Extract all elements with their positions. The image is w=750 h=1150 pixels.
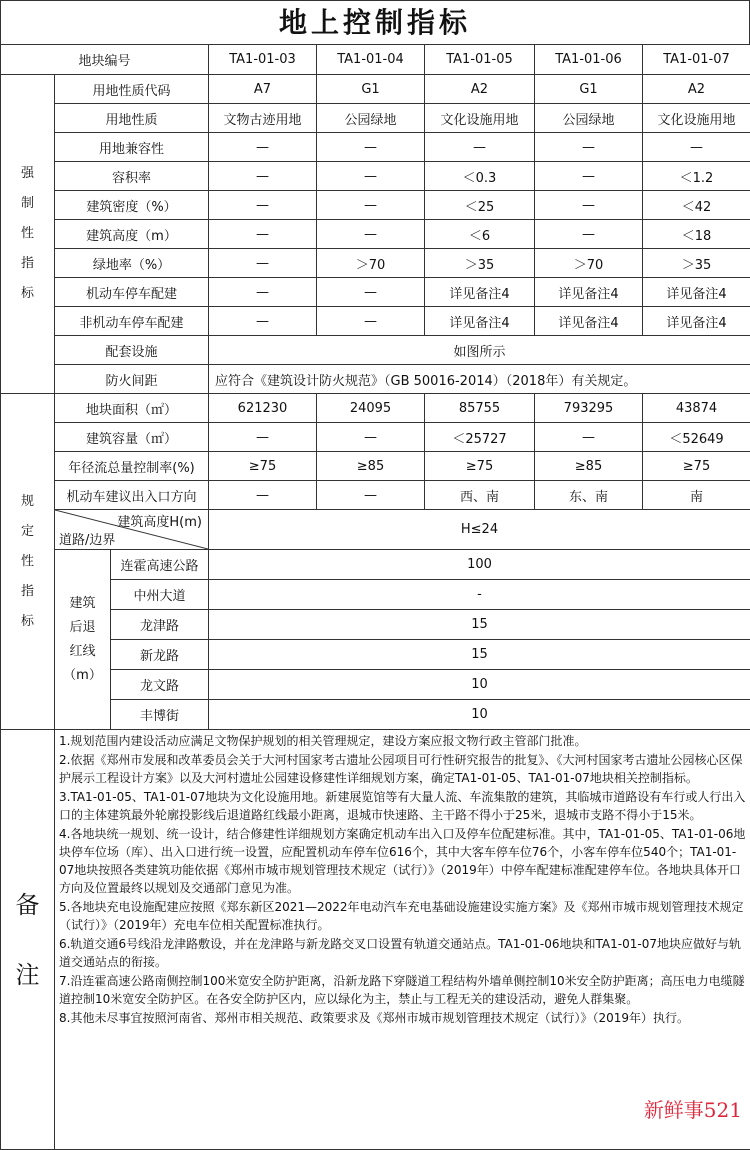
setback-value: - [209,580,750,610]
cell: ＜0.3 [425,162,535,191]
row-label: 用地性质代码 [55,75,209,104]
row-label: 建筑高度（m） [55,220,209,249]
cell: — [535,162,643,191]
note-item: 6.轨道交通6号线沿龙津路敷设，并在龙津路与新龙路交叉口设置有轨道交通站点。TA1-01-06地块和TA1-01-07地块应做好与轨道交通站点的衔接。 [59,935,746,971]
cell: — [317,481,425,510]
cell: 文化设施用地 [425,104,535,133]
table-row [1,278,750,307]
facilities-value: 如图所示 [209,336,750,365]
cell: ＜52649 [643,423,750,452]
road-name: 中州大道 [111,580,209,610]
cell: 公园绿地 [535,104,643,133]
table-row [1,423,750,452]
cell: 南 [643,481,750,510]
cell: 文化设施用地 [643,104,750,133]
table-row [1,640,750,670]
cell: ＞35 [643,249,750,278]
cell: 详见备注4 [643,307,750,336]
fire-value: 应符合《建筑设计防火规范》（GB 50016-2014）（2018年）有关规定。 [209,365,750,394]
cell: 详见备注4 [425,278,535,307]
row-label: 用地兼容性 [55,133,209,162]
table-row [1,365,750,394]
cell: — [317,191,425,220]
cell: — [209,307,317,336]
notes-section-label: 备 注 [1,730,55,1150]
row-label: 容积率 [55,162,209,191]
table-row [1,510,750,550]
cell: 东、南 [535,481,643,510]
table-row [1,580,750,610]
row-label: 地块面积（㎡） [55,394,209,423]
cell: ＞70 [535,249,643,278]
plot-id: TA1-01-03 [209,45,317,75]
road-name: 连霍高速公路 [111,550,209,580]
row-label: 绿地率（%） [55,249,209,278]
table-row [1,133,750,162]
cell: ＜18 [643,220,750,249]
page-title: 地上控制指标 [0,0,750,44]
cell: 详见备注4 [535,278,643,307]
cell: — [209,162,317,191]
note-item: 5.各地块充电设施配建应按照《郑东新区2021—2022年电动汽车充电基础设施建设实施方案》及《郑州市城市规划管理技术规定（试行）》（2019年）充电车位相关配置标准执行。 [59,898,746,934]
cell: 621230 [209,394,317,423]
cell: — [317,220,425,249]
cell: 详见备注4 [425,307,535,336]
table-row [1,191,750,220]
cell: — [209,278,317,307]
notes-content [55,730,750,1150]
cell: 43874 [643,394,750,423]
cell: A2 [643,75,750,104]
cell: ＜42 [643,191,750,220]
cell: — [209,191,317,220]
cell: — [209,249,317,278]
road-name: 龙文路 [111,670,209,700]
watermark: 新鲜事521 [644,1094,742,1123]
table-row [1,307,750,336]
cell: ≥75 [425,452,535,481]
cell: — [425,133,535,162]
cell: 文物古迹用地 [209,104,317,133]
cell: 24095 [317,394,425,423]
cell: 公园绿地 [317,104,425,133]
cell: ≥85 [535,452,643,481]
note-item: 3.TA1-01-05、TA1-01-07地块为文化设施用地。新建展览馆等有大量人流、车流集散的建筑，其临城市道路设有车行或人行出入口的主体建筑最外轮廓投影线后退道路红线最小距离，退城市快速路、主干路不得小于25米，退城市支路不得小于15米。 [59,788,746,824]
row-label: 机动车停车配建 [55,278,209,307]
table-row [1,452,750,481]
road-name: 丰博街 [111,700,209,730]
cell: — [317,307,425,336]
diagonal-header-cell [55,510,209,550]
note-item: 8.其他未尽事宜按照河南省、郑州市相关规范、政策要求及《郑州市城市规划管理技术规定（试行）》（2019年）执行。 [59,1009,746,1027]
setback-value: 10 [209,670,750,700]
control-index-table [0,44,750,1150]
cell: 85755 [425,394,535,423]
mandatory-section-label: 强 制 性 指 标 [1,75,55,394]
table-row [1,610,750,640]
cell: 详见备注4 [535,307,643,336]
cell: ≥75 [643,452,750,481]
regulatory-section-label: 规 定 性 指 标 [1,394,55,730]
cell: — [209,220,317,249]
cell: — [535,423,643,452]
cell: — [317,278,425,307]
note-item: 2.依据《郑州市发展和改革委员会关于大河村国家考古遗址公园项目可行性研究报告的批复》、《大河村国家考古遗址公园核心区保护展示工程设计方案》以及大河村遗址公园建设修建性详细规划方案，确定TA1-01-05、TA1-01-07地块相关控制指标。 [59,751,746,787]
plot-id: TA1-01-05 [425,45,535,75]
cell: G1 [317,75,425,104]
cell: A7 [209,75,317,104]
cell: ＜25727 [425,423,535,452]
cell: — [317,162,425,191]
table-row [1,394,750,423]
row-label: 用地性质 [55,104,209,133]
cell: A2 [425,75,535,104]
note-item: 7.沿连霍高速公路南侧控制100米宽安全防护距离，沿新龙路下穿隧道工程结构外墙单侧控制10米安全防护距离；高压电力电缆隧道控制10米宽安全防护区。在各安全防护区内，应以绿化为主，禁止与工程无关的建设活动，避免人群集聚。 [59,972,746,1008]
height-label: 建筑高度H(m) [117,511,202,530]
table-row [1,670,750,700]
plot-id: TA1-01-06 [535,45,643,75]
road-name: 龙津路 [111,610,209,640]
table-row [1,220,750,249]
header-row [1,45,750,75]
table-row [1,249,750,278]
plot-id: TA1-01-07 [643,45,750,75]
setback-value: 15 [209,610,750,640]
cell: — [535,133,643,162]
table-row [1,104,750,133]
cell: G1 [535,75,643,104]
cell: ＜25 [425,191,535,220]
cell: ＜1.2 [643,162,750,191]
cell: — [209,481,317,510]
setback-value: 10 [209,700,750,730]
note-item: 1.规划范围内建设活动应满足文物保护规划的相关管理规定，建设方案应报文物行政主管部门批准。 [59,732,746,750]
row-label: 建筑密度（%） [55,191,209,220]
table-row [1,162,750,191]
table-row [1,75,750,104]
notes-row [1,730,750,1150]
cell: ≥85 [317,452,425,481]
setback-value: 15 [209,640,750,670]
road-boundary-label: 道路/边界 [59,529,115,548]
cell: ＜6 [425,220,535,249]
road-name: 新龙路 [111,640,209,670]
setback-value: 100 [209,550,750,580]
setback-label: 建筑 后退 红线 （m） [55,550,111,730]
row-label: 配套设施 [55,336,209,365]
table-row [1,550,750,580]
height-value: H≤24 [209,510,750,550]
cell: — [535,191,643,220]
cell: — [317,133,425,162]
cell: 详见备注4 [643,278,750,307]
cell: — [317,423,425,452]
cell: — [209,423,317,452]
cell: 西、南 [425,481,535,510]
note-item: 4.各地块统一规划、统一设计，结合修建性详细规划方案确定机动车出入口及停车位配建标准。其中，TA1-01-05、TA1-01-06地块停车位场（库）、出入口进行统一设置，应配置机动车停车位616个，其中大客车停车位76个，小客车停车位540个；TA1-01-07地块按照各类建筑功能依据《郑州市城市规划管理技术规定（试行）》（2019年）中停车配建标准配建停车位。各地块具体开口方向及位置最终以规划及交通部门意见为准。 [59,825,746,897]
row-label: 非机动车停车配建 [55,307,209,336]
cell: — [643,133,750,162]
cell: — [535,220,643,249]
row-label: 年径流总量控制率(%) [55,452,209,481]
cell: — [209,133,317,162]
plot-id: TA1-01-04 [317,45,425,75]
cell: ＞70 [317,249,425,278]
cell: ＞35 [425,249,535,278]
row-label: 防火间距 [55,365,209,394]
row-label: 机动车建议出入口方向 [55,481,209,510]
cell: ≥75 [209,452,317,481]
row-label: 建筑容量（㎡） [55,423,209,452]
table-row [1,481,750,510]
table-row [1,700,750,730]
header-label: 地块编号 [1,45,209,75]
table-row [1,336,750,365]
cell: 793295 [535,394,643,423]
